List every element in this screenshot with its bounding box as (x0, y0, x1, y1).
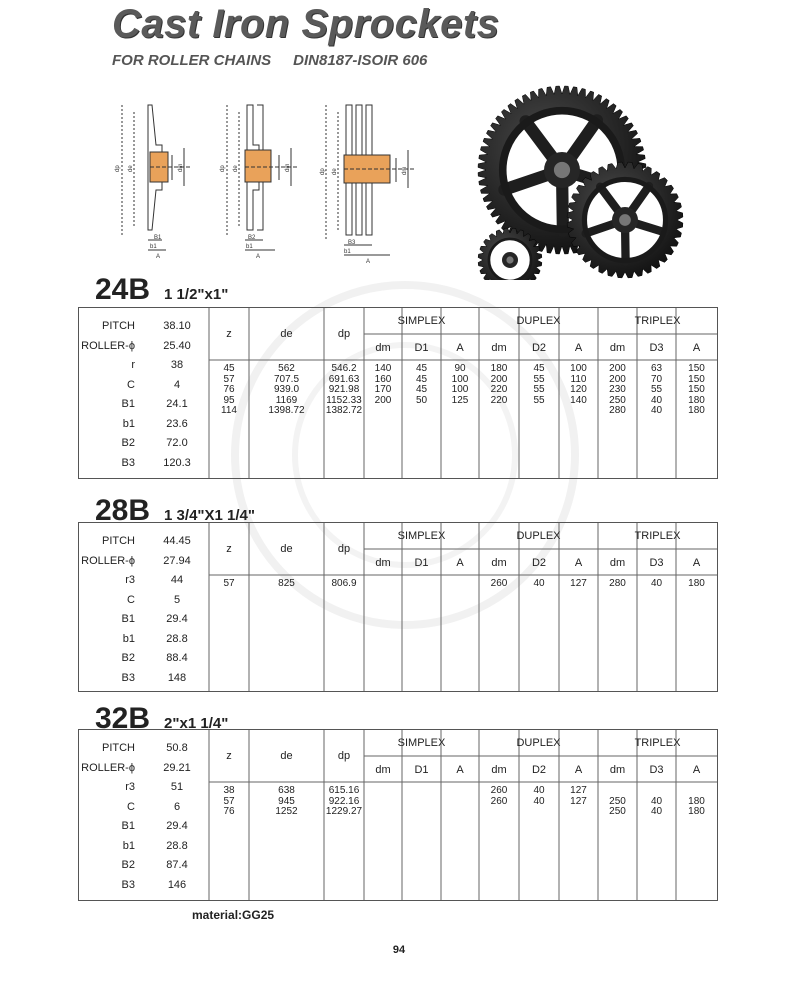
table-cell (519, 406, 559, 417)
table-cell (676, 786, 717, 797)
column-header-d1: D1 (414, 557, 429, 569)
param-name: C (127, 593, 135, 606)
table-row (209, 364, 717, 375)
column-header-d2: D2 (531, 557, 547, 569)
param-row (79, 879, 203, 897)
d1-b-label: B1 (154, 235, 162, 241)
table-cell: 180 (688, 394, 705, 406)
param-value: 27.94 (163, 554, 191, 567)
table-cell: 140 (570, 394, 587, 406)
table-cell (364, 807, 402, 818)
param-value: 88.4 (166, 652, 188, 664)
param-value: 72.0 (166, 437, 188, 449)
param-value: 24.1 (166, 398, 188, 410)
column-header-z: z (226, 543, 232, 555)
d1-de-label: de (128, 165, 134, 172)
param-row (79, 672, 203, 690)
table-cell (364, 786, 402, 797)
column-header-simplex: SIMPLEX (397, 315, 446, 327)
table-cell: 945 (278, 795, 295, 807)
table-row (209, 786, 717, 797)
table-cell: 1252 (275, 806, 298, 817)
table-cell: 63 (650, 363, 663, 374)
column-header-dp: dp (337, 543, 351, 555)
param-name: r (131, 359, 135, 371)
column-header-triplex: TRIPLEX (634, 315, 681, 327)
table-cell (364, 406, 402, 417)
table-cell: 40 (533, 785, 545, 796)
column-header-z: z (226, 328, 232, 340)
spec-table-28b (78, 522, 718, 692)
table-cell: 40 (533, 578, 545, 589)
table-cell: 45 (415, 363, 428, 374)
table-cell (364, 579, 402, 590)
table-cell: 280 (609, 578, 626, 589)
column-header-dm: dm (491, 342, 507, 354)
table-cell: 70 (650, 373, 663, 385)
page-title: Cast Iron Sprockets (112, 2, 500, 46)
table-cell: 260 (490, 795, 508, 807)
param-name: ROLLER-ϕ (81, 554, 135, 567)
param-name: C (127, 800, 135, 813)
table-cell: 200 (609, 373, 626, 385)
param-value: 146 (167, 878, 187, 891)
param-name: b1 (122, 632, 135, 645)
table-cell: 922.16 (328, 795, 360, 807)
param-row (79, 574, 203, 592)
table-cell: 40 (650, 394, 663, 406)
table-cell: 939.0 (273, 384, 300, 395)
table-cell: 150 (688, 373, 705, 385)
column-header-a: A (692, 764, 701, 776)
param-name: B2 (121, 859, 135, 871)
table-cell (441, 579, 479, 590)
column-header-dp: dp (337, 750, 351, 762)
table-cell: 40 (650, 806, 663, 817)
section-24b-heading (95, 273, 228, 307)
table-cell (441, 807, 479, 818)
column-header-a: A (456, 557, 464, 569)
table-cell (402, 579, 441, 590)
page-subtitle (112, 52, 427, 69)
d3-a-label: A (366, 259, 371, 265)
column-header-d1: D1 (414, 764, 429, 776)
param-name: r3 (125, 574, 135, 586)
column-header-duplex: DUPLEX (516, 737, 561, 749)
column-header-de: de (280, 750, 293, 762)
table-cell (598, 786, 637, 797)
column-header-dm: dm (609, 342, 626, 354)
column-header-simplex: SIMPLEX (397, 737, 446, 749)
table-cell: 180 (490, 363, 508, 374)
table-cell: 200 (609, 363, 626, 374)
param-row (79, 820, 203, 838)
table-cell: 100 (570, 363, 587, 374)
column-header-dm: dm (375, 342, 391, 354)
duplex-drawing (227, 105, 297, 250)
table-cell: 1398.72 (268, 405, 305, 416)
param-value: 29.21 (163, 761, 191, 774)
table-cell: 45 (533, 363, 545, 374)
sprocket-photo (470, 80, 690, 280)
param-row (79, 379, 203, 397)
table-cell: 180 (688, 795, 705, 807)
table-cell: 150 (688, 363, 705, 374)
data-rows (209, 579, 717, 590)
table-cell: 170 (374, 384, 392, 395)
column-header-dm: dm (609, 764, 626, 776)
table-cell: 200 (490, 373, 508, 385)
column-header-d2: D2 (531, 342, 547, 354)
param-value: 44.45 (163, 535, 191, 547)
d2-dm-label: dm (285, 163, 291, 172)
table-cell (364, 797, 402, 808)
param-value: 50.8 (166, 742, 188, 754)
table-cell: 55 (533, 373, 545, 385)
table-cell: 260 (490, 578, 508, 589)
column-header-a: A (456, 764, 464, 776)
column-header-dp: dp (337, 328, 351, 340)
param-name: PITCH (102, 742, 135, 754)
table-cell: 220 (490, 384, 508, 395)
d2-b-label: B2 (248, 235, 256, 241)
param-value: 5 (173, 593, 181, 606)
column-header-de: de (280, 543, 293, 555)
table-row (209, 406, 717, 417)
param-name: B3 (121, 671, 135, 684)
column-header-d2: D2 (531, 764, 547, 776)
param-name: ROLLER-ϕ (81, 339, 135, 352)
column-header-de: de (280, 328, 293, 340)
table-cell: 200 (374, 394, 392, 406)
param-row (79, 359, 203, 377)
param-row (79, 742, 203, 760)
subtitle-standard: DIN8187-ISOIR 606 (293, 52, 428, 69)
table-cell: 180 (688, 405, 705, 416)
table-cell: 45 (223, 363, 235, 374)
column-header-duplex: DUPLEX (516, 530, 561, 542)
section-code: 24B (95, 273, 151, 306)
table-cell (559, 807, 598, 818)
table-cell: 562 (278, 363, 295, 374)
table-cell: 38 (223, 785, 235, 796)
param-name: C (127, 378, 135, 391)
table-cell: 1229.27 (325, 806, 363, 817)
column-header-triplex: TRIPLEX (634, 530, 681, 542)
param-row (79, 594, 203, 612)
column-header-a: A (574, 342, 583, 354)
column-header-dm: dm (491, 557, 507, 569)
table-cell (479, 406, 519, 417)
table-cell: 825 (278, 578, 295, 589)
table-cell: 638 (278, 785, 295, 796)
section-size: 1 3/4"X1 1/4" (164, 507, 255, 524)
column-header-dm: dm (375, 557, 391, 569)
spec-table-32b (78, 729, 718, 901)
table-cell: 260 (490, 785, 508, 796)
table-cell: 114 (221, 405, 237, 416)
table-cell (402, 807, 441, 818)
table-cell: 806.9 (331, 578, 357, 589)
param-name: B1 (121, 613, 135, 625)
param-name: B3 (121, 456, 135, 469)
param-value: 25.40 (163, 339, 191, 352)
d2-a-label: A (256, 254, 261, 260)
param-value: 4 (173, 378, 181, 391)
param-name: PITCH (102, 320, 135, 332)
param-row (79, 437, 203, 455)
table-cell: 1169 (275, 394, 298, 406)
param-row (79, 840, 203, 858)
table-cell: 160 (374, 373, 392, 385)
table-cell: 127 (570, 795, 587, 807)
param-value: 38.10 (163, 320, 191, 332)
table-cell: 180 (688, 806, 705, 817)
table-cell: 280 (609, 405, 626, 416)
table-cell: 230 (609, 384, 626, 395)
param-name: B1 (121, 398, 135, 410)
table-cell: 40 (650, 405, 663, 416)
spec-table-24b (78, 307, 718, 479)
d2-dp-label: dp (220, 165, 226, 172)
column-header-a: A (692, 557, 701, 569)
table-cell: 140 (374, 363, 392, 374)
section-code: 28B (95, 494, 151, 527)
data-rows (209, 364, 717, 417)
table-cell: 615.16 (328, 785, 360, 796)
d3-de-label: de (332, 168, 338, 175)
table-cell: 691.63 (328, 373, 360, 385)
table-cell: 250 (609, 795, 626, 807)
table-cell: 1152.33 (326, 394, 362, 406)
table-cell: 127 (570, 578, 587, 589)
triplex-drawing (326, 105, 414, 255)
param-name: B2 (121, 652, 135, 664)
param-name: b1 (122, 417, 135, 430)
table-cell: 707.5 (273, 373, 300, 385)
d1-a-label: A (156, 254, 161, 260)
table-cell (402, 786, 441, 797)
table-cell: 55 (533, 384, 545, 395)
column-header-z: z (226, 750, 232, 762)
param-row (79, 535, 203, 553)
simplex-drawing (122, 105, 192, 250)
param-name: PITCH (102, 535, 135, 547)
column-header-a: A (692, 342, 701, 354)
table-cell (519, 807, 559, 818)
param-row (79, 320, 203, 338)
table-cell: 90 (454, 363, 466, 374)
param-value: 6 (173, 800, 181, 813)
table-row (209, 807, 717, 818)
d1-dp-label: dp (115, 165, 121, 172)
column-header-d3: D3 (649, 557, 664, 569)
table-cell: 76 (223, 806, 235, 817)
param-value: 29.4 (166, 820, 188, 832)
section-code: 32B (95, 702, 151, 735)
param-value: 28.8 (166, 632, 188, 645)
table-cell: 50 (415, 394, 428, 406)
table-cell: 40 (650, 795, 663, 807)
param-row (79, 340, 203, 358)
d3-b-label: B3 (348, 240, 356, 246)
param-row (79, 859, 203, 877)
table-cell: 110 (570, 373, 587, 385)
param-value: 28.8 (166, 839, 188, 852)
column-header-triplex: TRIPLEX (634, 737, 681, 749)
column-header-dm: dm (609, 557, 626, 569)
param-row (79, 801, 203, 819)
param-row (79, 633, 203, 651)
material-note: material:GG25 (192, 908, 275, 922)
table-cell: 127 (570, 785, 587, 796)
d1-b1-label: b1 (150, 244, 157, 250)
table-cell: 220 (490, 394, 508, 406)
table-cell (637, 786, 676, 797)
table-cell: 40 (533, 795, 545, 807)
column-header-d1: D1 (414, 342, 429, 354)
param-row (79, 762, 203, 780)
table-cell: 55 (650, 384, 663, 395)
param-name: B1 (121, 820, 135, 832)
param-name: b1 (122, 839, 135, 852)
param-row (79, 398, 203, 416)
param-name: B2 (121, 437, 135, 449)
section-size: 2"x1 1/4" (164, 715, 229, 732)
column-header-a: A (574, 557, 583, 569)
table-cell (441, 406, 479, 417)
table-cell: 120 (570, 384, 587, 395)
page-number: 94 (392, 944, 406, 956)
column-header-d3: D3 (649, 342, 664, 354)
subtitle-chain-type: FOR ROLLER CHAINS (112, 52, 272, 69)
table-cell (441, 786, 479, 797)
table-cell: 250 (609, 394, 626, 406)
d2-de-label: de (233, 165, 239, 172)
column-header-a: A (456, 342, 464, 354)
param-value: 29.4 (166, 613, 188, 625)
column-header-duplex: DUPLEX (516, 315, 561, 327)
table-cell: 150 (688, 384, 705, 395)
param-name: r3 (125, 781, 135, 793)
table-cell: 250 (609, 806, 626, 817)
medium-sprocket (567, 162, 683, 278)
table-cell (479, 807, 519, 818)
param-value: 38 (170, 359, 184, 371)
table-cell: 40 (650, 578, 663, 589)
d2-b1-label: b1 (246, 244, 253, 250)
table-cell: 546.2 (331, 363, 357, 374)
d3-dm-label: dm (402, 166, 408, 175)
table-cell: 45 (415, 373, 428, 385)
param-row (79, 555, 203, 573)
table-cell (402, 797, 441, 808)
table-cell: 1382.72 (325, 405, 363, 416)
d3-dp-label: dp (320, 168, 326, 175)
table-row (209, 579, 717, 590)
table-cell: 55 (533, 394, 545, 406)
column-header-simplex: SIMPLEX (397, 530, 446, 542)
table-cell: 100 (451, 373, 469, 385)
column-header-dm: dm (375, 764, 391, 776)
table-cell: 921.98 (328, 384, 360, 395)
param-value: 23.6 (166, 417, 188, 430)
table-cell: 95 (223, 394, 235, 406)
column-header-d3: D3 (649, 764, 664, 776)
param-row (79, 613, 203, 631)
param-value: 51 (170, 781, 184, 793)
table-cell: 57 (223, 373, 235, 385)
table-cell: 125 (451, 394, 469, 406)
table-cell: 180 (688, 578, 705, 589)
table-cell (441, 797, 479, 808)
param-value: 148 (167, 671, 187, 684)
table-cell (559, 406, 598, 417)
d3-b1-label: b1 (344, 249, 351, 255)
column-header-dm: dm (491, 764, 507, 776)
table-cell: 45 (415, 384, 428, 395)
table-row (209, 385, 717, 396)
table-cell (402, 406, 441, 417)
table-cell: 57 (223, 578, 235, 589)
column-header-a: A (574, 764, 583, 776)
data-rows (209, 786, 717, 818)
param-value: 44 (170, 574, 184, 586)
table-cell: 57 (223, 795, 235, 807)
d1-dm-label: dm (178, 163, 184, 172)
table-cell: 100 (451, 384, 469, 395)
technical-drawings (112, 100, 422, 265)
param-row (79, 781, 203, 799)
param-row (79, 652, 203, 670)
section-size: 1 1/2"x1" (164, 286, 229, 303)
param-value: 120.3 (163, 456, 191, 469)
param-name: ROLLER-ϕ (81, 761, 135, 774)
table-cell: 76 (223, 384, 235, 395)
param-row (79, 418, 203, 436)
param-value: 87.4 (166, 859, 188, 871)
param-name: B3 (121, 878, 135, 891)
param-row (79, 457, 203, 475)
